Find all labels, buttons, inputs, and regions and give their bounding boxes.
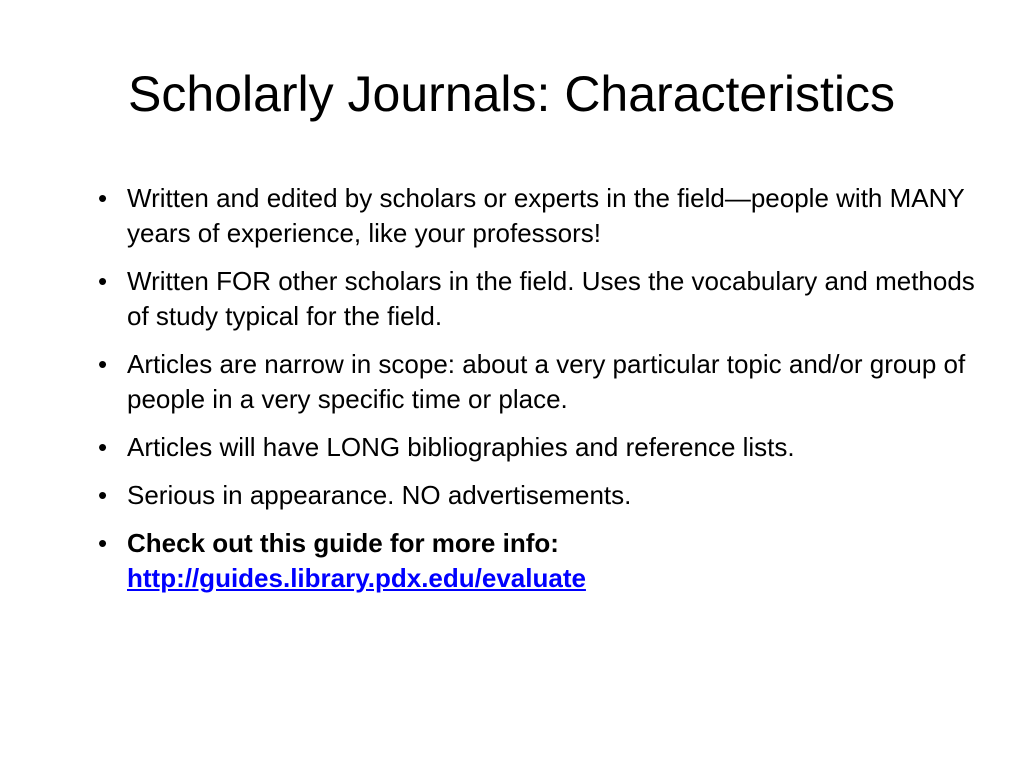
bullet-item-bibliographies (98, 430, 978, 465)
bullet-icon: • (98, 432, 108, 462)
bullet-icon: • (98, 349, 108, 379)
bullet-text: Serious in appearance. NO advertisements. (127, 480, 632, 510)
bullet-icon: • (98, 266, 108, 296)
slide-title: Scholarly Journals: Characteristics (128, 66, 895, 122)
bullet-text: Written FOR other scholars in the field. Uses the vocabulary and methods of study typical for the field. (127, 266, 975, 331)
bullet-text (127, 526, 978, 596)
bullet-icon: • (98, 183, 108, 213)
bullet-item-written-for-scholars (98, 264, 978, 334)
bullet-list (98, 181, 978, 609)
bullet-icon: • (98, 480, 108, 510)
guide-text: Check out this guide for more info: (127, 528, 559, 558)
bullet-text: Articles are narrow in scope: about a very particular topic and/or group of people in a very specific time or place. (127, 349, 966, 414)
bullet-item-serious-appearance (98, 478, 978, 513)
bullet-text: Articles will have LONG bibliographies and reference lists. (127, 432, 795, 462)
guide-link[interactable]: http://guides.library.pdx.edu/evaluate (127, 563, 586, 593)
bullet-item-guide (98, 526, 978, 596)
bullet-item-narrow-scope (98, 347, 978, 417)
bullet-item-written-by-scholars (98, 181, 978, 251)
bullet-text: Written and edited by scholars or experts in the field—people with MANY years of experience, like your professors! (127, 183, 965, 248)
bullet-icon: • (98, 528, 108, 558)
